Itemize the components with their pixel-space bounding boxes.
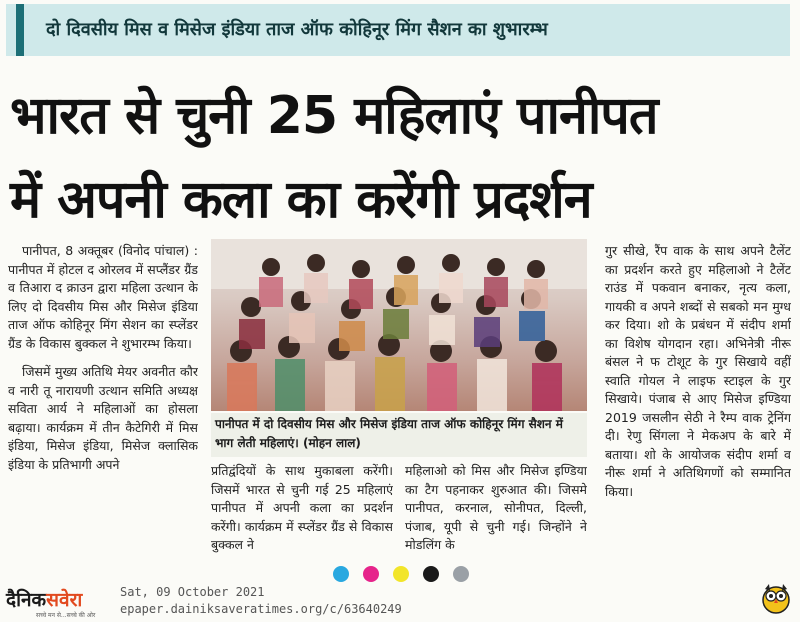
- registration-dot-yellow: [393, 566, 409, 582]
- group-photo-illustration: [211, 239, 587, 411]
- article-column-1: [8, 242, 198, 560]
- photo-caption: पानीपत में दो दिवसीय मिस और मिसेज इंडिया ताज ऑफ कोहिनूर मिंग सैशन में भाग लेती महिलाएं। (मोहन लाल): [211, 413, 587, 457]
- epaper-url-link[interactable]: epaper.dainiksaveratimes.org/c/63640249: [120, 602, 402, 616]
- article-column-4: [605, 242, 791, 560]
- registration-dot-black: [423, 566, 439, 582]
- registration-dot-magenta: [363, 566, 379, 582]
- strap-text: दो दिवसीय मिस व मिसेज इंडिया ताज ऑफ कोहिनूर मिंग सैशन का शुभारम्भ: [46, 19, 548, 40]
- article-column-2: [211, 462, 393, 562]
- column-2-text: प्रतिद्वंदियों के साथ मुकाबला करेंगी। जिसमें भारत से चुनी गई 25 महिलाएं पानीपत में अपनी कला का प्रदर्शन करेंगी। कार्यक्रम में स्प्लेंडर ग्रैंड से विकास बुक्कल ने: [211, 463, 393, 552]
- edition-date: Sat, 09 October 2021: [120, 585, 265, 599]
- logo-main-text: दैनिक: [6, 589, 47, 611]
- headline-line-1: भारत से चुनी 25 महिलाएं पानीपत: [10, 86, 658, 146]
- strap-accent-bar: [16, 4, 24, 56]
- column-3-text: महिलाओ को मिस और मिसेज इण्डिया का टैग पहनाकर शुरुआत की। जिसमे पानीपत, करनाल, सोनीपत, दिल्ली, पंजाब, यूपी से चुनी गई। जिन्होंने ने मोडलिंग के: [405, 463, 587, 552]
- headline-line-2: में अपनी कला का करेंगी प्रदर्शन: [10, 170, 592, 230]
- column-1-paragraph-2: जिसमें मुख्य अतिथि मेयर अवनीत कौर व नारी तू नारायणी उत्थान समिति अध्यक्ष सविता आर्य ने महिलाओं का होसला बढ़ाया। कार्यक्रम में तीन कैटेगिरी में मिस इंडिया, मिसेज इंडिया, मिसेज क्लासिक इंडिया के प्रतिभागी अपने: [8, 364, 198, 472]
- column-4-text: गुर सीखे, रैंप वाक के साथ अपने टैलेंट का प्रदर्शन करते हुए महिलाओ ने टैलेंट राउंड में पकवान बनाकर, नृत्य कला, गायकी व अपने शब्दों से सबको मन मुग्ध कर दिया। शो के प्रबंधन में संदीप शर्मा का विशेष योगदान रहा। अभिनेत्री नीरू बंसल ने फ टोशूट के गुर सिखाये वहीं स्वाति गोयल ने लाइफ स्टाइल के गुर सिखाये। पंजाब से आए मिसेज इण्डिया 2019 जसलीन सेठी ने रैम्प वाक ट्रेनिंग दी। रेणु सिंगला ने मेकअप के बारे में बताया। शो के आयोजक संदीप शर्मा व नीरू शर्मा ने अतिथिगणों को सम्मानित किया।: [605, 243, 791, 499]
- top-strap-banner: [6, 4, 790, 56]
- registration-dot-grey: [453, 566, 469, 582]
- logo-tagline: सच्चे मन से...सच्चे की ओर: [36, 612, 96, 619]
- registration-dot-cyan: [333, 566, 349, 582]
- dainik-savera-logo[interactable]: [6, 586, 82, 612]
- logo-accent-text: सवेरा: [46, 589, 83, 611]
- news-photo: [211, 239, 587, 411]
- article-column-3: [405, 462, 587, 562]
- owl-mascot-icon: [760, 580, 792, 614]
- column-1-paragraph-1: पानीपत, 8 अक्तूबर (विनोद पांचाल) : पानीपत में होटल द ओरलव में सप्लैंडर ग्रैंड व तिआरा द क्राउन द्वारा महिला उत्थान के लिए दो दिवसीय मिस और मिसेज इंडिया ताज ऑफ कोहिनूर मिंग सेशन का स्प्लेंडर ग्रैंड के विकास बुक्कल ने शुभारम्भ किया।: [8, 243, 198, 351]
